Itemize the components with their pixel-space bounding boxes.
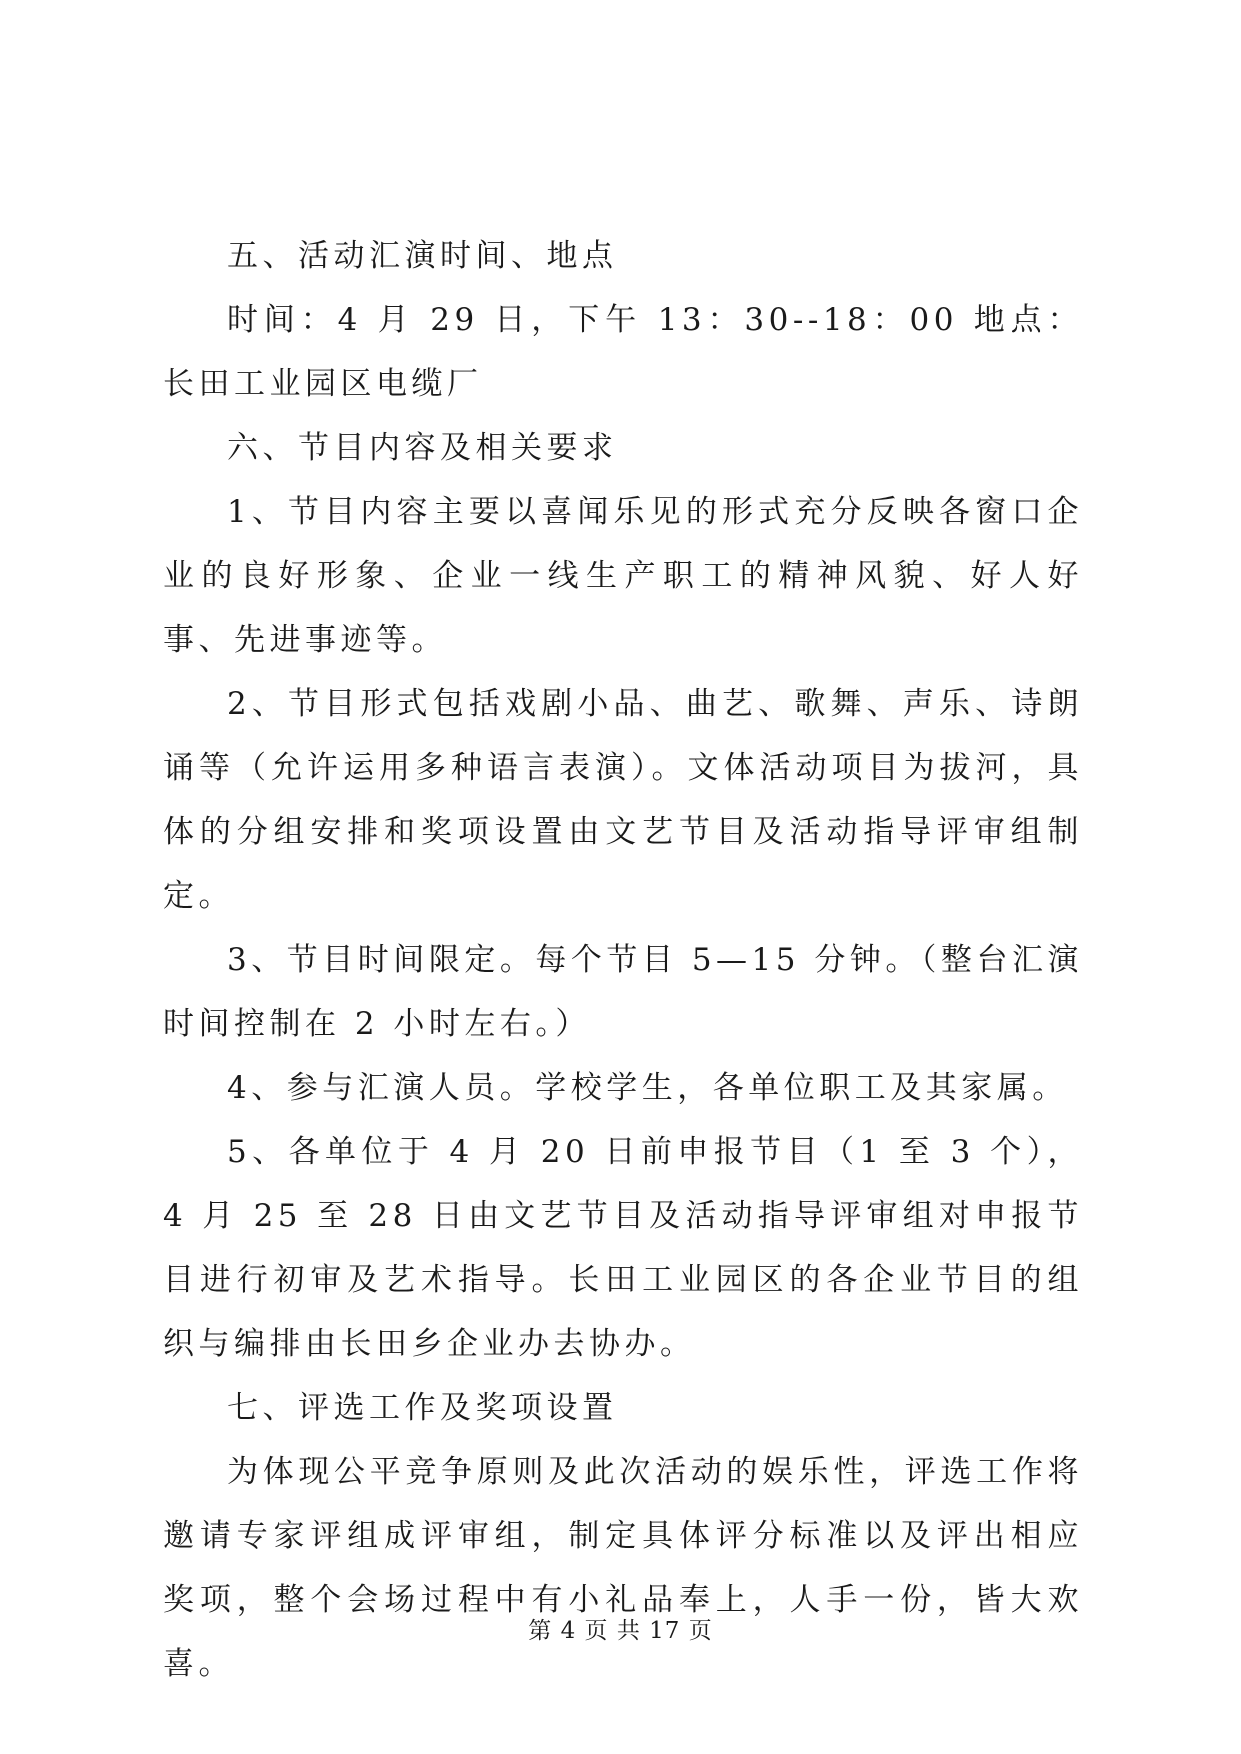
section-heading-5: 五、活动汇演时间、地点 [227, 238, 618, 274]
paragraph-item-1: 1、节目内容主要以喜闻乐见的形式充分反映各窗口企业的良好形象、企业一线生产职工的精神风貌、好人好事、先进事迹等。 [163, 494, 1083, 658]
paragraph-item-3: 3、节目时间限定。每个节目 5—15 分钟。（整台汇演时间控制在 2 小时左右。） [163, 942, 1083, 1042]
section-heading-6: 六、节目内容及相关要求 [227, 430, 618, 466]
document-body [163, 224, 1083, 1696]
paragraph-item-2: 2、节目形式包括戏剧小品、曲艺、歌舞、声乐、诗朗诵等（允许运用多种语言表演）。文体活动项目为拔河，具体的分组安排和奖项设置由文艺节目及活动指导评审组制定。 [163, 686, 1083, 914]
paragraph-item-4: 4、参与汇演人员。学校学生，各单位职工及其家属。 [227, 1070, 1068, 1106]
paragraph-evaluation: 为体现公平竞争原则及此次活动的娱乐性，评选工作将邀请专家评组成评审组，制定具体评分标准以及评出相应奖项，整个会场过程中有小礼品奉上，人手一份，皆大欢喜。 [163, 1454, 1083, 1682]
page-number-footer: 第 4 页 共 17 页 [528, 1618, 713, 1644]
paragraph-time-location: 时间：4 月 29 日，下午 13：30--18：00 地点：长田工业园区电缆厂 [163, 302, 1083, 402]
paragraph-item-5: 5、各单位于 4 月 20 日前申报节目（1 至 3 个），4 月 25 至 28 日由文艺节目及活动指导评审组对申报节目进行初审及艺术指导。长田工业园区的各企业节目的组织与编排由长田乡企业办去协办。 [163, 1134, 1083, 1362]
section-heading-7: 七、评选工作及奖项设置 [227, 1390, 618, 1426]
